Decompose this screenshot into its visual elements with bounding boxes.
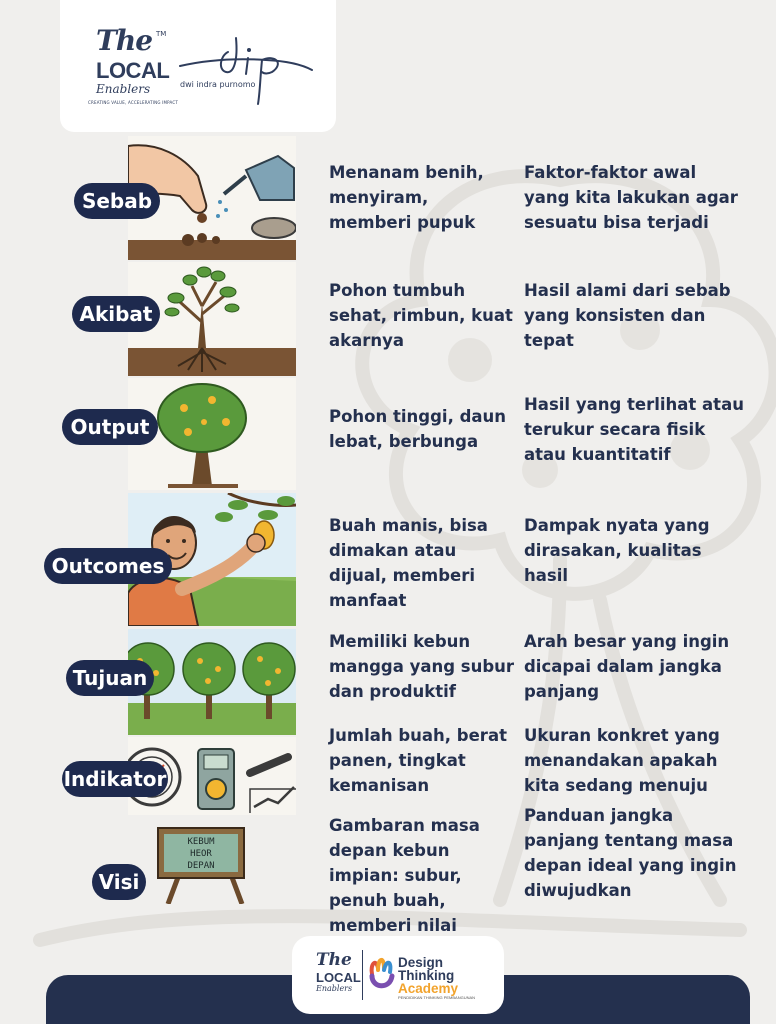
example-text-indikator: Jumlah buah, berat panen, tingkat kemanisan: [329, 726, 507, 795]
footer-logo-card: [292, 936, 504, 1014]
dta-text-academy: Academy: [398, 981, 459, 996]
meaning-text-visi: Panduan jangka panjang tentang masa depan ideal yang ingin diwujudkan: [524, 806, 737, 900]
row-outcomes: [0, 493, 776, 626]
logo-text-tm: TM: [156, 30, 167, 38]
meaning-text-akibat: Hasil alami dari sebab yang konsisten dan tepat: [524, 281, 731, 350]
meaning-text-output: Hasil yang terlihat atau terukur secara fisik atau kuantitatif: [524, 395, 744, 464]
logo-text-local: LOCAL: [96, 58, 170, 83]
label-pill-visi: Visi: [92, 864, 146, 900]
header-logo-card: [60, 0, 336, 132]
illustration-easel-board: [128, 824, 296, 904]
design-thinking-academy-text: [398, 956, 475, 1001]
footer-the-local-enablers-logo: [314, 950, 366, 1004]
meaning-text-tujuan: Arah besar yang ingin dicapai dalam jangka panjang: [524, 632, 730, 701]
logo-tagline: CREATING VALUE, ACCELERATING IMPACT: [88, 100, 179, 105]
label-pill-indikator: Indikator: [62, 761, 168, 797]
label-pill-sebab: Sebab: [74, 183, 160, 219]
footer-logo-local: LOCAL: [316, 970, 361, 985]
example-text-sebab: Menanam benih, menyiram, memberi pupuk: [329, 163, 484, 232]
logo-text-enablers: Enablers: [96, 82, 151, 96]
dta-text-thinking: Thinking: [398, 968, 455, 983]
label-pill-outcomes: Outcomes: [44, 548, 172, 584]
label-pill-tujuan: Tujuan: [66, 660, 154, 696]
example-text-akibat: Pohon tumbuh sehat, rimbun, kuat akarnya: [329, 281, 513, 350]
board-text-line3: DEPAN: [187, 861, 215, 871]
row-tujuan: [0, 629, 776, 735]
example-text-visi: Gambaran masa depan kebun impian: subur, penuh buah, memberi nilai: [329, 816, 480, 935]
board-text-line1: KEBUM: [187, 837, 215, 847]
row-akibat: [0, 262, 776, 376]
footer-logo-enablers: Enablers: [316, 984, 353, 993]
dta-text-design: Design: [398, 955, 444, 970]
dta-subtitle: PENDIDIKAN THINKING PEMBANGUNAN: [398, 995, 476, 1000]
meaning-text-indikator: Ukuran konkret yang menandakan apakah kita sedang menuju: [524, 726, 720, 795]
row-visi: [0, 806, 776, 935]
logo-text-the: The: [96, 24, 153, 57]
design-thinking-academy-icon: [368, 954, 396, 994]
example-text-outcomes: Buah manis, bisa dimakan atau dijual, memberi manfaat: [329, 516, 488, 610]
meaning-text-outcomes: Dampak nyata yang dirasakan, kualitas hasil: [524, 516, 710, 585]
footer-logo-the: The: [316, 950, 352, 970]
dip-name-text: dwi indra purnomo: [180, 80, 256, 89]
example-text-output: Pohon tinggi, daun lebat, berbunga: [329, 407, 507, 451]
dip-signature-logo: [176, 30, 316, 110]
footer-logo-divider: [362, 950, 363, 1000]
the-local-enablers-logo: [88, 24, 179, 108]
label-pill-output: Output: [62, 409, 158, 445]
label-pill-akibat: Akibat: [72, 296, 160, 332]
board-text-line2: HEOR: [190, 849, 212, 859]
example-text-tujuan: Memiliki kebun mangga yang subur dan produktif: [329, 632, 515, 701]
meaning-text-sebab: Faktor-faktor awal yang kita lakukan agar sesuatu bisa terjadi: [524, 163, 738, 232]
row-output: [0, 378, 776, 490]
row-sebab: [0, 136, 776, 260]
